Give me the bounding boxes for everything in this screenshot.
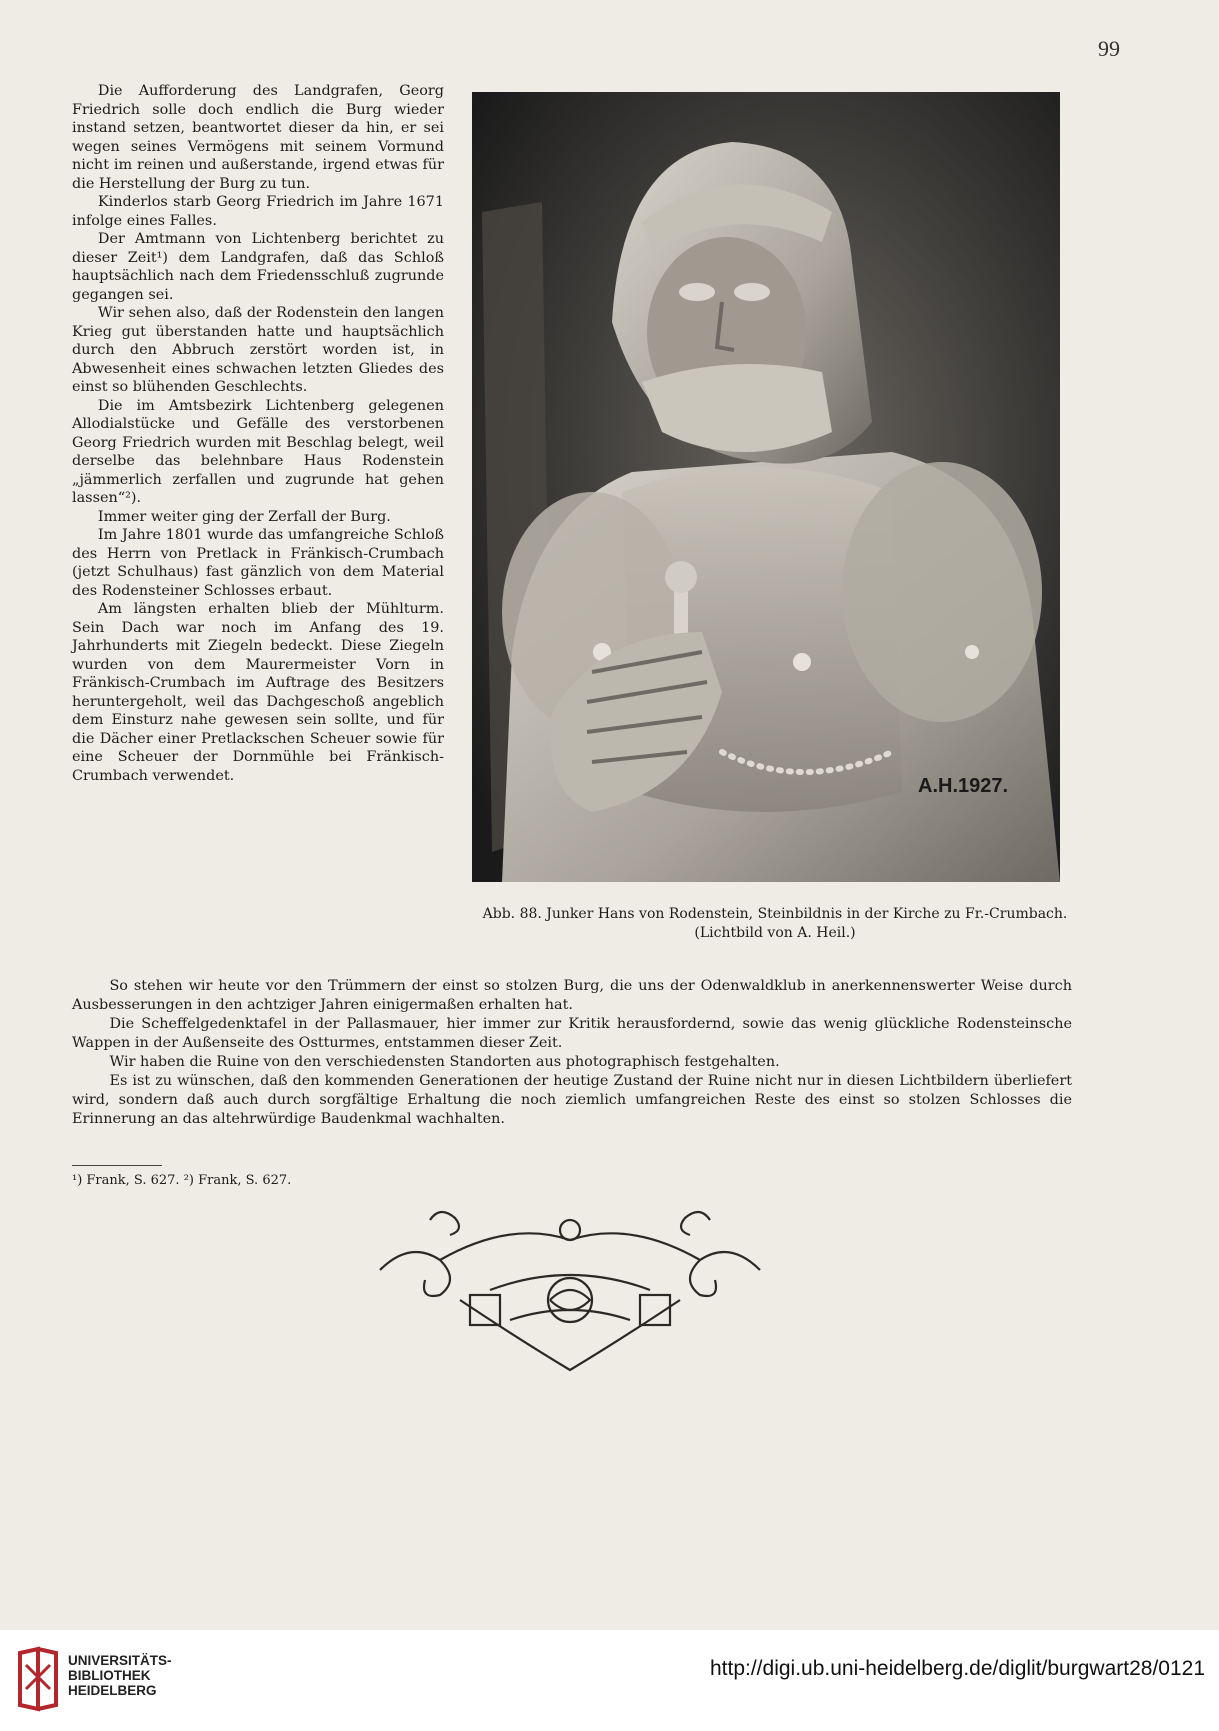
paragraph: Die Aufforderung des Landgrafen, Georg Friedrich solle doch endlich die Burg wieder instand setzen, beantwortet dieser da hin, er sei wegen seines Vermögens mit seinem Vormund nicht im reinen und außerstande, irgend etwas für die Herstellung der Burg zu tun. (72, 83, 444, 192)
paragraph: Immer weiter ging der Zerfall der Burg. (97, 508, 391, 525)
knight-effigy-illustration (472, 92, 1060, 882)
ornament-icon (370, 1200, 770, 1380)
left-text-column (72, 82, 444, 785)
caption-credit: (Lichtbild von A. Heil.) (694, 925, 856, 941)
figure-caption (470, 905, 1080, 943)
full-width-text (72, 977, 1072, 1129)
paragraph: Am längsten erhalten blieb der Mühlturm. Sein Dach war noch im Anfang des 19. Jahrhunderts mit Ziegeln bedeckt. Diese Ziegeln wurden von dem Maurermeister Vorn in Fränkisch-Crumbach im Auftrage des Besitzers heruntergeholt, weil das Dachgeschoß angeblich dem Einsturz nahe gewesen sein sollte, und für die Dächer einer Pretlackschen Scheuer sowie für eine Scheuer der Dornmühle bei Fränkisch-Crumbach verwendet. (72, 601, 444, 784)
page-number: 99 (1098, 36, 1120, 61)
artist-signature: A.H.1927. (918, 775, 1009, 797)
paragraph: So stehen wir heute vor den Trümmern der einst so stolzen Burg, die uns der Odenwaldklub in anerkennenswerter Weise durch Ausbesserungen in den achtziger Jahren einigermaßen erhalten hat. (72, 978, 1072, 1013)
source-url-link[interactable]: http://digi.ub.uni-heidelberg.de/diglit/burgwart28/0121 (709, 1657, 1205, 1680)
paragraph: Die im Amtsbezirk Lichtenberg gelegenen Allodialstücke und Gefälle des verstorbenen Georg Friedrich wurden mit Beschlag belegt, weil derselbe das belehnbare Haus Rodenstein „jämmerlich zerfallen und zugrunde hat gehen lassen“²). (72, 397, 444, 506)
paragraph: Kinderlos starb Georg Friedrich im Jahre 1671 infolge eines Falles. (72, 194, 444, 229)
paragraph: Im Jahre 1801 wurde das umfangreiche Schloß des Herrn von Pretlack in Fränkisch-Crumbach (jetzt Schulhaus) fast gänzlich von dem Material des Rodensteiner Schlosses erbaut. (72, 527, 444, 599)
paragraph: Wir haben die Ruine von den verschiedensten Standorten aus photographisch festgehalten. (109, 1054, 780, 1070)
university-library-logo-icon (14, 1645, 62, 1713)
footnote: ¹) Frank, S. 627. ²) Frank, S. 627. (72, 1173, 292, 1188)
paragraph: Der Amtmann von Lichtenberg berichtet zu dieser Zeit¹) dem Landgrafen, daß das Schloß hauptsächlich nach dem Friedensschluß zugrunde gegangen sei. (72, 231, 444, 303)
library-name: UNIVERSITÄTS- BIBLIOTHEK HEIDELBERG (68, 1653, 172, 1698)
stone-effigy-photo (472, 92, 1060, 882)
footnote-divider (72, 1165, 162, 1166)
caption-line: Abb. 88. Junker Hans von Rodenstein, Steinbildnis in der Kirche zu Fr.-Crumbach. (482, 906, 1068, 922)
decorative-vignette (370, 1200, 770, 1380)
paragraph: Es ist zu wünschen, daß den kommenden Generationen der heutige Zustand der Ruine nicht nur in diesen Lichtbildern überliefert wird, sondern daß auch durch sorgfältige Erhaltung die noch ziemlich umfangreichen Reste des einst so stolzen Schlosses die Erinnerung an das altehrwürdige Baudenkmal wachhalten. (72, 1073, 1072, 1127)
paragraph: Die Scheffelgedenktafel in der Pallasmauer, hier immer zur Kritik herausfordernd, sowie das wenig glückliche Rodensteinsche Wappen in der Außenseite des Ostturmes, entstammen dieser Zeit. (72, 1016, 1072, 1051)
paragraph: Wir sehen also, daß der Rodenstein den langen Krieg gut überstanden hatte und hauptsächlich durch den Abbruch zerstört worden ist, in Abwesenheit eines schwachen letzten Gliedes des einst so blühenden Geschlechts. (72, 305, 444, 395)
